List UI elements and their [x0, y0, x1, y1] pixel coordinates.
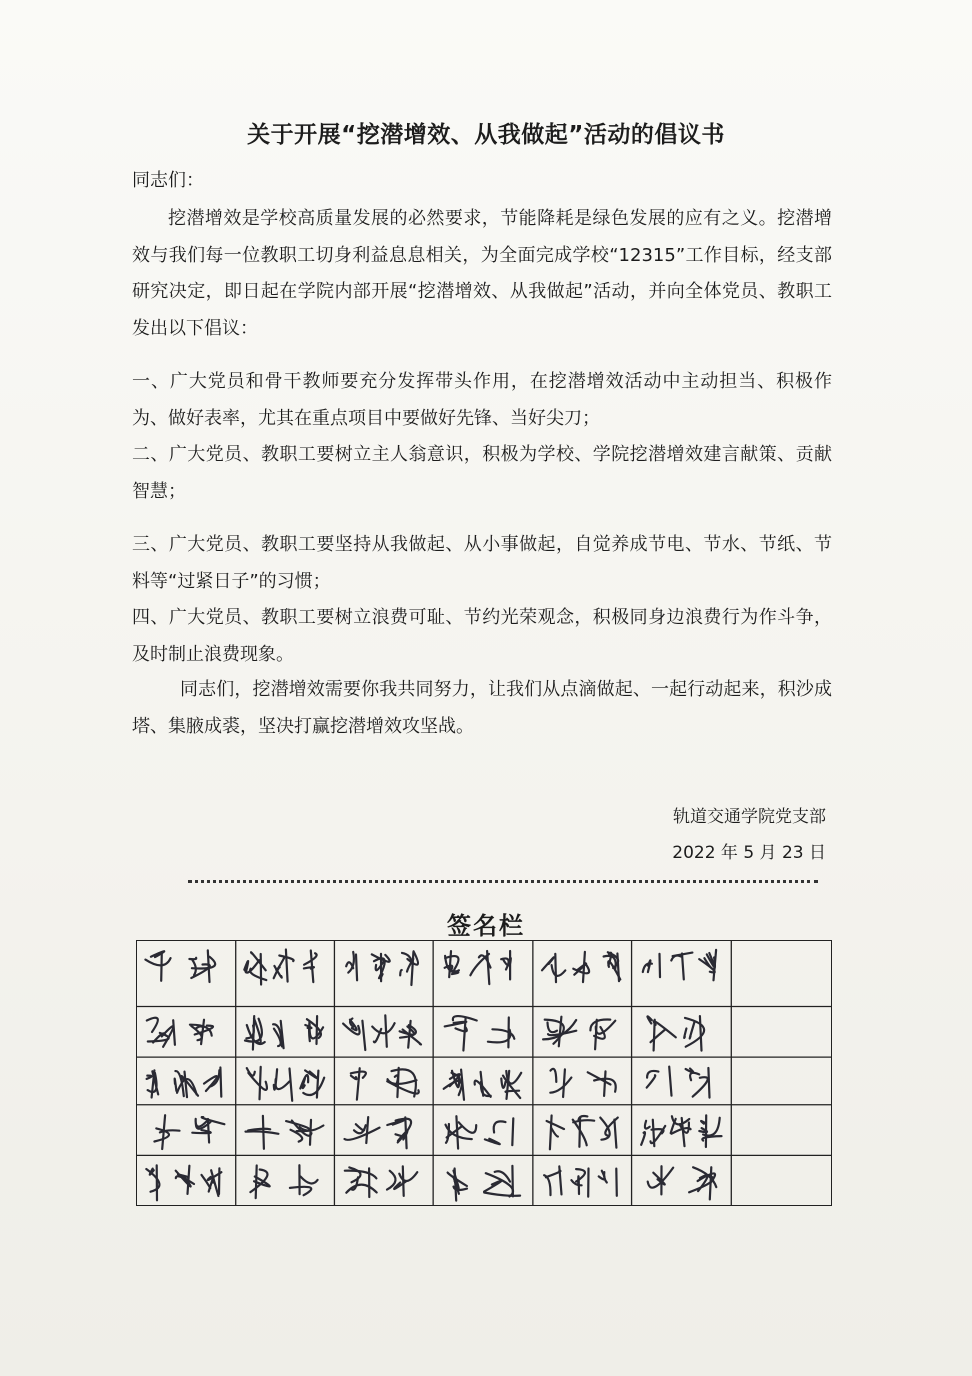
handwritten-signature: [430, 1153, 538, 1213]
handwritten-signature: [133, 1153, 241, 1213]
dotted-divider: [188, 880, 818, 883]
signature-r5-c4: [434, 1157, 533, 1207]
signature-table-title: 签名栏: [447, 912, 525, 940]
signature-r4-c4: [434, 1106, 533, 1157]
handwritten-signature: [530, 1153, 638, 1213]
signature-table: [136, 940, 832, 1206]
signature-r3-c2: [236, 1058, 335, 1106]
signature-r1-c2: [236, 941, 335, 1007]
signature-r5-c3: [335, 1157, 434, 1207]
paragraph-item-4: 四、广大党员、教职工要树立浪费可耻、节约光荣观念，积极同身边浪费行为作斗争，及时制止浪费现象。: [132, 607, 832, 665]
signature-r5-c2: [236, 1157, 335, 1207]
handwritten-signature: [331, 937, 439, 997]
signature-r2-c5: [534, 1007, 633, 1058]
signature-r4-c1: [137, 1106, 236, 1157]
paragraph-item-3: 三、广大党员、教职工要坚持从我做起、从小事做起，自觉养成节电、节水、节纸、节料等“过紧日子”的习惯；: [132, 534, 832, 592]
signature-r2-c2: [236, 1007, 335, 1058]
signature-r2-c1: [137, 1007, 236, 1058]
signature-r3-c1: [137, 1058, 236, 1106]
signature-r2-c4: [434, 1007, 533, 1058]
signature-r2-c3: [335, 1007, 434, 1058]
handwritten-signature: [629, 937, 737, 997]
handwritten-signature: [232, 937, 340, 997]
signature-r1-c3: [335, 941, 434, 1007]
signature-r1-c6: [633, 941, 732, 1007]
signing-organization: 轨道交通学院党支部: [673, 807, 826, 827]
handwritten-signature: [430, 937, 538, 997]
signature-r2-c6: [633, 1007, 732, 1058]
handwritten-signature: [629, 1153, 737, 1213]
handwritten-signature: [530, 937, 638, 997]
signature-r3-c6: [633, 1058, 732, 1106]
signature-r4-c5: [534, 1106, 633, 1157]
signing-date: 2022 年 5 月 23 日: [672, 843, 826, 863]
signature-r1-c4: [434, 941, 533, 1007]
signature-r1-c5: [534, 941, 633, 1007]
paragraph-item-1: 一、广大党员和骨干教师要充分发挥带头作用，在挖潜增效活动中主动担当、积极作为、做好表率，尤其在重点项目中要做好先锋、当好尖刀；: [132, 371, 832, 429]
paragraph-item-2: 二、广大党员、教职工要树立主人翁意识，积极为学校、学院挖潜增效建言献策、贡献智慧；: [132, 444, 832, 502]
paragraph-intro: 挖潜增效是学校高质量发展的必然要求，节能降耗是绿色发展的应有之义。挖潜增效与我们每一位教职工切身利益息息相关，为全面完成学校“12315”工作目标，经支部研究决定，即日起在学院内部开展“挖潜增效、从我做起”活动，并向全体党员、教职工发出以下倡议：: [132, 208, 832, 339]
signature-r5-c1: [137, 1157, 236, 1207]
salutation: 同志们：: [132, 170, 204, 191]
signature-r4-c3: [335, 1106, 434, 1157]
document-title: 关于开展“挖潜增效、从我做起”活动的倡议书: [247, 122, 725, 148]
signature-r5-c6: [633, 1157, 732, 1207]
handwritten-signature: [331, 1153, 439, 1213]
signature-r3-c4: [434, 1058, 533, 1106]
signature-r4-c2: [236, 1106, 335, 1157]
paragraph-closing: 同志们，挖潜增效需要你我共同努力，让我们从点滴做起、一起行动起来，积沙成塔、集腋成裘，坚决打赢挖潜增效攻坚战。: [132, 679, 832, 737]
signature-r4-c6: [633, 1106, 732, 1157]
handwritten-signature: [133, 937, 241, 997]
signature-r1-c1: [137, 941, 236, 1007]
signature-r5-c5: [534, 1157, 633, 1207]
signature-r3-c3: [335, 1058, 434, 1106]
signature-r3-c5: [534, 1058, 633, 1106]
handwritten-signature: [232, 1153, 340, 1213]
